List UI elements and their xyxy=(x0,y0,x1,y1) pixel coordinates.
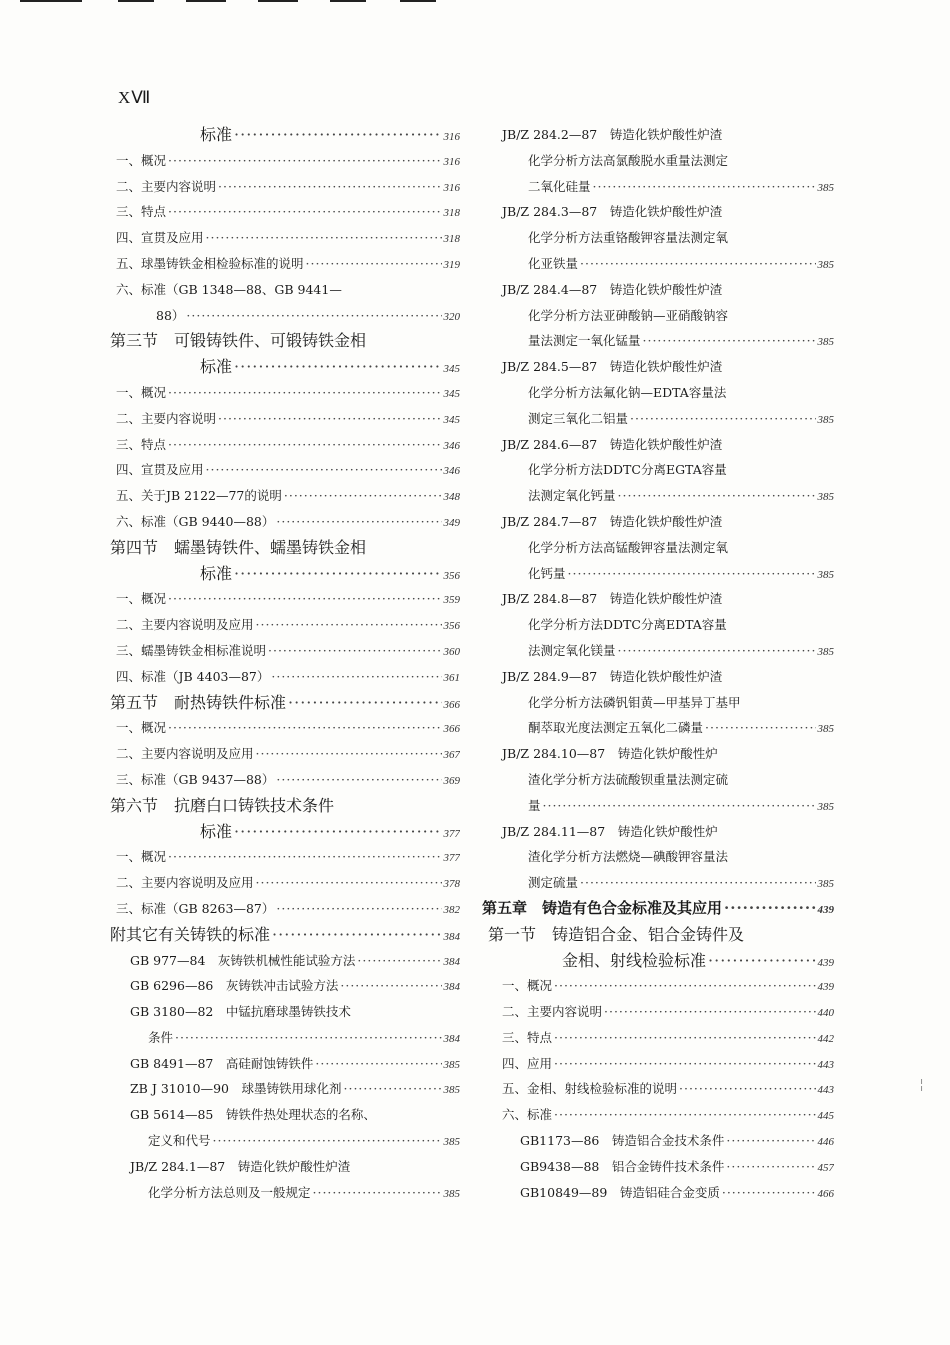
toc-entry-title: 四、宣贯及应用 xyxy=(116,230,204,246)
toc-entry-title: 量法测定一氧化锰量 xyxy=(528,333,641,349)
toc-leader-dots xyxy=(554,1102,815,1128)
toc-entry-title: 三、特点 xyxy=(502,1029,553,1045)
toc-entry xyxy=(110,561,460,587)
toc-entry-page: 318 xyxy=(443,207,460,220)
toc-leader-dots xyxy=(554,1051,815,1077)
toc-entry xyxy=(110,432,460,458)
toc-entry-title: GB 977—84 灰铸铁机械性能试验方法 xyxy=(130,952,356,968)
toc-entry xyxy=(482,225,834,251)
toc-entry-title: JB/Z 284.1—87 铸造化铁炉酸性炉渣 xyxy=(130,1158,351,1174)
toc-entry-title: GB 5614—85 铸铁件热处理状态的名称、 xyxy=(130,1107,376,1123)
toc-entry-page: 384 xyxy=(443,955,460,968)
toc-entry xyxy=(482,612,834,638)
toc-entry-title: 量 xyxy=(528,797,541,813)
toc-entry xyxy=(482,767,834,793)
toc-entry-title: 化学分析方法重铬酸钾容量法测定氧 xyxy=(528,230,729,246)
toc-entry-page: 345 xyxy=(443,363,460,376)
toc-entry-page: 316 xyxy=(443,181,460,194)
toc-entry xyxy=(110,225,460,251)
toc-leader-dots xyxy=(271,664,441,690)
toc-entry-title: JB/Z 284.8—87 铸造化铁炉酸性炉渣 xyxy=(502,591,723,607)
toc-entry xyxy=(482,380,834,406)
toc-entry xyxy=(482,406,834,432)
toc-leader-dots xyxy=(618,638,816,664)
toc-leader-dots xyxy=(234,561,441,587)
toc-entry-page: 385 xyxy=(443,1136,460,1149)
toc-entry-page: 361 xyxy=(443,671,460,684)
toc-entry xyxy=(110,483,460,509)
toc-entry xyxy=(110,328,460,354)
toc-entry-title: 四、标准（JB 4403—87） xyxy=(116,668,270,684)
toc-entry-title: 第四节 蠕墨铸铁件、蠕墨铸铁金相 xyxy=(110,537,367,557)
toc-entry-page: 377 xyxy=(443,852,460,865)
toc-entry-page: 385 xyxy=(443,1187,460,1200)
toc-entry xyxy=(110,277,460,303)
toc-entry-page: 385 xyxy=(443,1084,460,1097)
toc-leader-dots xyxy=(554,1025,815,1051)
toc-entry-title: 四、应用 xyxy=(502,1055,553,1071)
toc-entry-title: JB/Z 284.4—87 铸造化铁炉酸性炉渣 xyxy=(502,281,723,297)
toc-entry-page: 439 xyxy=(817,956,834,969)
toc-entry-title: 标准 xyxy=(200,125,233,144)
toc-entry xyxy=(110,638,460,664)
toc-entry xyxy=(110,973,460,999)
toc-entry-title: 二、主要内容说明及应用 xyxy=(116,746,254,762)
toc-entry xyxy=(482,251,834,277)
toc-entry xyxy=(110,690,460,716)
toc-entry-title: 三、标准（GB 9437—88） xyxy=(116,771,275,787)
toc-entry-title: 二、主要内容说明及应用 xyxy=(116,617,254,633)
toc-leader-dots xyxy=(726,1128,815,1154)
toc-entry-page: 440 xyxy=(817,1007,834,1020)
toc-entry xyxy=(482,483,834,509)
toc-leader-dots xyxy=(276,896,441,922)
toc-entry xyxy=(482,1154,834,1180)
toc-leader-dots xyxy=(722,1180,816,1206)
toc-entry xyxy=(482,690,834,716)
toc-entry-title: 五、金相、射线检验标准的说明 xyxy=(502,1081,678,1097)
toc-entry-title: JB/Z 284.9—87 铸造化铁炉酸性炉渣 xyxy=(502,668,723,684)
toc-entry-title: 法测定氧化钙量 xyxy=(528,488,616,504)
toc-entry-page: 378 xyxy=(443,878,460,891)
toc-entry xyxy=(110,1154,460,1180)
toc-leader-dots xyxy=(268,638,441,664)
toc-entry-title: JB/Z 284.3—87 铸造化铁炉酸性炉渣 xyxy=(502,204,723,220)
toc-entry xyxy=(482,1025,834,1051)
toc-entry-page: 439 xyxy=(817,981,834,994)
toc-entry xyxy=(110,741,460,767)
toc-leader-dots xyxy=(580,870,815,896)
toc-entry xyxy=(110,715,460,741)
toc-entry-title: JB/Z 284.6—87 铸造化铁炉酸性炉渣 xyxy=(502,436,723,452)
toc-leader-dots xyxy=(272,922,441,948)
toc-leader-dots xyxy=(168,199,441,225)
toc-entry-title: 测定三氧化二铝量 xyxy=(528,410,629,426)
toc-entry-page: 366 xyxy=(443,723,460,736)
toc-entry xyxy=(110,844,460,870)
page-number: XⅦ xyxy=(118,88,152,107)
toc-entry xyxy=(482,664,834,690)
toc-entry-title: 五、关于JB 2122—77的说明 xyxy=(116,488,282,504)
toc-entry-title: 二、主要内容说明 xyxy=(116,410,217,426)
toc-entry xyxy=(482,793,834,819)
toc-entry xyxy=(482,1051,834,1077)
toc-leader-dots xyxy=(543,793,816,819)
toc-entry-title: 二、主要内容说明 xyxy=(116,178,217,194)
toc-entry xyxy=(110,1180,460,1206)
toc-entry-page: 316 xyxy=(443,131,460,143)
toc-entry xyxy=(110,174,460,200)
toc-leader-dots xyxy=(288,690,441,716)
toc-leader-dots xyxy=(168,432,441,458)
toc-entry xyxy=(110,793,460,819)
toc-entry xyxy=(110,767,460,793)
toc-entry-page: 384 xyxy=(443,930,460,943)
toc-leader-dots xyxy=(604,999,815,1025)
toc-entry xyxy=(110,664,460,690)
toc-entry-page: 345 xyxy=(443,413,460,426)
toc-entry-page: 316 xyxy=(443,155,460,168)
toc-entry-page: 445 xyxy=(817,1110,834,1123)
toc-leader-dots xyxy=(256,870,442,896)
toc-entry-title: 标准 xyxy=(200,563,233,583)
toc-right-column xyxy=(482,122,834,1205)
toc-entry-title: 化学分析方法高锰酸钾容量法测定氧 xyxy=(528,539,729,555)
toc-entry xyxy=(110,509,460,535)
toc-entry xyxy=(482,586,834,612)
toc-leader-dots xyxy=(168,586,441,612)
toc-leader-dots xyxy=(568,561,816,587)
toc-entry-page: 319 xyxy=(443,258,460,271)
toc-entry-title: 三、标准（GB 8263—87） xyxy=(116,900,275,916)
toc-entry-title: 第一节 铸造铝合金、铝合金铸件及 xyxy=(488,924,745,944)
toc-entry xyxy=(482,870,834,896)
toc-entry xyxy=(482,148,834,174)
toc-entry-title: 条件 xyxy=(148,1029,174,1045)
toc-entry-title: JB/Z 284.7—87 铸造化铁炉酸性炉渣 xyxy=(502,513,723,529)
toc-entry-title: 三、特点 xyxy=(116,204,167,220)
toc-leader-dots xyxy=(168,148,441,174)
toc-leader-dots xyxy=(726,1154,815,1180)
toc-entry-page: 384 xyxy=(443,981,460,994)
top-rule xyxy=(0,0,950,10)
toc-entry xyxy=(482,174,834,200)
toc-leader-dots xyxy=(206,225,442,251)
toc-entry xyxy=(482,1128,834,1154)
toc-entry-title: JB/Z 284.2—87 铸造化铁炉酸性炉渣 xyxy=(502,127,723,142)
toc-entry xyxy=(110,354,460,380)
toc-entry-page: 384 xyxy=(443,1032,460,1045)
toc-entry xyxy=(482,509,834,535)
toc-entry-title: 标准 xyxy=(200,821,233,841)
toc-leader-dots xyxy=(168,844,441,870)
toc-entry-page: 385 xyxy=(817,878,834,891)
toc-entry-title: 六、标准（GB 9440—88） xyxy=(116,513,275,529)
toc-entry-page: 385 xyxy=(817,181,834,194)
toc-entry-title: 六、标准（GB 1348—88、GB 9441— xyxy=(116,281,342,297)
toc-entry xyxy=(110,1076,460,1102)
toc-entry-page: 385 xyxy=(817,645,834,658)
toc-entry xyxy=(482,303,834,329)
toc-entry xyxy=(482,535,834,561)
toc-entry xyxy=(110,999,460,1025)
toc-entry xyxy=(110,406,460,432)
toc-leader-dots xyxy=(276,767,441,793)
toc-entry-page: 369 xyxy=(443,774,460,787)
toc-entry-title: 二、主要内容说明及应用 xyxy=(116,875,254,891)
toc-entry xyxy=(110,896,460,922)
toc-entry xyxy=(110,819,460,845)
toc-entry-page: 348 xyxy=(443,491,460,504)
toc-entry-title: 一、概况 xyxy=(502,978,553,994)
toc-entry xyxy=(482,1102,834,1128)
toc-entry-page: 385 xyxy=(817,258,834,271)
toc-entry xyxy=(482,896,834,922)
toc-entry-title: JB/Z 284.5—87 铸造化铁炉酸性炉渣 xyxy=(502,359,723,375)
toc-entry-title: 一、概况 xyxy=(116,849,167,865)
toc-entry xyxy=(482,638,834,664)
toc-entry xyxy=(110,457,460,483)
toc-entry xyxy=(110,1102,460,1128)
toc-entry xyxy=(482,432,834,458)
toc-leader-dots xyxy=(705,715,815,741)
toc-entry-title: GB10849—89 铸造铝硅合金变质 xyxy=(520,1184,720,1200)
toc-entry xyxy=(110,535,460,561)
toc-entry-page: 356 xyxy=(443,569,460,582)
toc-entry-title: 渣化学分析方法燃烧—碘酸钾容量法 xyxy=(528,849,729,865)
toc-entry xyxy=(110,380,460,406)
toc-entry-page: 442 xyxy=(817,1032,834,1045)
toc-entry-title: 第五章 铸造有色合金标准及其应用 xyxy=(482,898,723,917)
toc-entry-title: 化学分析方法总则及一般规定 xyxy=(148,1184,311,1200)
toc-leader-dots xyxy=(618,483,816,509)
toc-entry-page: 318 xyxy=(443,233,460,246)
toc-leader-dots xyxy=(256,741,442,767)
toc-entry-title: 化钙量 xyxy=(528,565,566,581)
toc-entry-title: GB 6296—86 灰铸铁冲击试验方法 xyxy=(130,978,339,994)
toc-leader-dots xyxy=(206,457,442,483)
toc-entry-title: 化学分析方法DDTC分离EGTA容量 xyxy=(528,462,727,478)
toc-entry-page: 366 xyxy=(443,698,460,711)
toc-entry-title: 五、球墨铸铁金相检验标准的说明 xyxy=(116,255,304,271)
toc-leader-dots xyxy=(313,1180,442,1206)
toc-leader-dots xyxy=(357,948,441,974)
toc-entry-title: 一、概况 xyxy=(116,591,167,607)
toc-entry xyxy=(482,973,834,999)
toc-leader-dots xyxy=(256,612,442,638)
toc-entry xyxy=(110,612,460,638)
toc-entry-title: ZB J 31010—90 球墨铸铁用球化剂 xyxy=(130,1081,342,1097)
toc-entry xyxy=(110,199,460,225)
toc-leader-dots xyxy=(234,354,441,380)
toc-entry-title: GB 3180—82 中锰抗磨球墨铸铁技术 xyxy=(130,1004,351,1020)
toc-entry-title: JB/Z 284.11—87 铸造化铁炉酸性炉 xyxy=(502,823,718,839)
toc-entry xyxy=(482,561,834,587)
toc-entry-title: 二氧化硅量 xyxy=(528,178,591,194)
toc-entry xyxy=(482,741,834,767)
toc-entry-title: 88） xyxy=(156,307,185,323)
toc-entry-page: 385 xyxy=(817,413,834,426)
toc-entry-page: 457 xyxy=(817,1161,834,1174)
toc-entry-title: 三、特点 xyxy=(116,436,167,452)
toc-entry xyxy=(110,1025,460,1051)
toc-entry-page: 367 xyxy=(443,749,460,762)
toc-entry-title: 酮萃取光度法测定五氧化二磷量 xyxy=(528,720,704,736)
toc-entry-title: 标准 xyxy=(200,357,233,377)
toc-entry xyxy=(482,277,834,303)
toc-entry-page: 443 xyxy=(817,1084,834,1097)
toc-entry-title: 第五节 耐热铸铁件标准 xyxy=(110,692,287,712)
toc-leader-dots xyxy=(234,122,441,148)
toc-entry-page: 385 xyxy=(817,336,834,349)
toc-leader-dots xyxy=(340,973,441,999)
toc-entry xyxy=(110,122,460,148)
toc-entry-title: 第三节 可锻铸铁件、可锻铸铁金相 xyxy=(110,331,367,351)
toc-entry-page: 356 xyxy=(443,620,460,633)
toc-entry-title: 一、概况 xyxy=(116,384,167,400)
toc-entry xyxy=(110,948,460,974)
toc-entry xyxy=(482,948,834,974)
toc-leader-dots xyxy=(218,174,441,200)
toc-entry-page: 385 xyxy=(817,491,834,504)
toc-leader-dots xyxy=(186,303,441,329)
toc-entry-title: 一、概况 xyxy=(116,152,167,168)
toc-leader-dots xyxy=(218,406,441,432)
toc-entry-page: 385 xyxy=(817,800,834,813)
toc-entry xyxy=(482,328,834,354)
toc-entry-title: 第六节 抗磨白口铸铁技术条件 xyxy=(110,795,335,815)
toc-entry-page: 385 xyxy=(817,723,834,736)
toc-entry xyxy=(482,715,834,741)
toc-entry xyxy=(110,586,460,612)
toc-entry-title: GB9438—88 铝合金铸件技术条件 xyxy=(520,1158,725,1174)
toc-entry-title: 测定硫量 xyxy=(528,875,579,891)
toc-entry-page: 385 xyxy=(443,1058,460,1071)
toc-entry xyxy=(110,1051,460,1077)
toc-entry xyxy=(482,999,834,1025)
toc-leader-dots xyxy=(724,896,815,922)
toc-entry-title: 化学分析方法氟化钠—EDTA容量法 xyxy=(528,384,727,400)
toc-entry-page: 382 xyxy=(443,903,460,916)
toc-leader-dots xyxy=(306,251,442,277)
toc-entry xyxy=(110,148,460,174)
toc-entry-page: 359 xyxy=(443,594,460,607)
toc-entry-page: 346 xyxy=(443,465,460,478)
toc-entry-title: GB 8491—87 高硅耐蚀铸铁件 xyxy=(130,1055,314,1071)
toc-entry-page: 439 xyxy=(817,903,834,916)
toc-entry-title: 定义和代号 xyxy=(148,1133,211,1149)
toc-entry-page: 466 xyxy=(817,1187,834,1200)
toc-entry-title: 化学分析方法高氯酸脱水重量法测定 xyxy=(528,152,729,168)
toc-entry-title: 渣化学分析方法硫酸钡重量法测定硫 xyxy=(528,771,729,787)
toc-entry-title: 法测定氧化镁量 xyxy=(528,642,616,658)
toc-entry-page: 360 xyxy=(443,645,460,658)
toc-leader-dots xyxy=(593,174,816,200)
toc-left-column xyxy=(110,122,460,1205)
toc-leader-dots xyxy=(276,509,441,535)
toc-entry xyxy=(482,1076,834,1102)
toc-leader-dots xyxy=(168,715,441,741)
toc-entry-title: JB/Z 284.10—87 铸造化铁炉酸性炉 xyxy=(502,746,718,762)
toc-entry xyxy=(110,922,460,948)
toc-entry-page: 377 xyxy=(443,827,460,840)
toc-leader-dots xyxy=(630,406,815,432)
toc-entry xyxy=(482,819,834,845)
toc-entry xyxy=(482,122,834,148)
toc-leader-dots xyxy=(284,483,442,509)
toc-leader-dots xyxy=(580,251,815,277)
toc-leader-dots xyxy=(708,948,815,974)
toc-entry xyxy=(482,844,834,870)
toc-entry xyxy=(482,457,834,483)
toc-entry-title: 三、蠕墨铸铁金相标准说明 xyxy=(116,642,267,658)
toc-entry-title: 化亚铁量 xyxy=(528,255,579,271)
toc-leader-dots xyxy=(344,1076,442,1102)
toc-leader-dots xyxy=(175,1025,441,1051)
toc-entry xyxy=(482,1180,834,1206)
toc-leader-dots xyxy=(679,1076,815,1102)
toc-entry-page: 349 xyxy=(443,516,460,529)
toc-leader-dots xyxy=(213,1128,442,1154)
toc-entry-title: 二、主要内容说明 xyxy=(502,1004,603,1020)
toc-entry-title: 化学分析方法磷钒钼黄—甲基异丁基甲 xyxy=(528,694,741,710)
toc-leader-dots xyxy=(168,380,441,406)
toc-entry-page: 385 xyxy=(817,568,834,581)
toc-entry-title: 六、标准 xyxy=(502,1107,553,1123)
toc-entry-page: 320 xyxy=(443,310,460,323)
toc-entry-title: 化学分析方法亚砷酸钠—亚硝酸钠容 xyxy=(528,307,729,323)
toc-entry-page: 345 xyxy=(443,387,460,400)
toc-leader-dots xyxy=(315,1051,441,1077)
toc-entry-page: 443 xyxy=(817,1058,834,1071)
scan-mark: ╎ xyxy=(918,1078,926,1092)
toc-entry-title: 附其它有关铸铁的标准 xyxy=(110,924,271,944)
toc-entry-title: 四、宣贯及应用 xyxy=(116,462,204,478)
toc-entry-page: 446 xyxy=(817,1136,834,1149)
toc-entry xyxy=(482,354,834,380)
toc-entry xyxy=(482,922,834,948)
toc-entry-title: 一、概况 xyxy=(116,720,167,736)
toc-entry-title: 金相、射线检验标准 xyxy=(562,950,707,970)
toc-entry-page: 346 xyxy=(443,439,460,452)
toc-entry xyxy=(110,870,460,896)
toc-entry xyxy=(110,1128,460,1154)
toc-leader-dots xyxy=(643,328,816,354)
toc-entry-title: GB1173—86 铸造铝合金技术条件 xyxy=(520,1133,725,1149)
toc-entry xyxy=(482,199,834,225)
toc-entry-title: 化学分析方法DDTC分离EDTA容量 xyxy=(528,617,727,633)
toc-entry xyxy=(110,251,460,277)
toc-leader-dots xyxy=(554,973,815,999)
toc-entry xyxy=(110,303,460,329)
toc-leader-dots xyxy=(234,819,441,845)
